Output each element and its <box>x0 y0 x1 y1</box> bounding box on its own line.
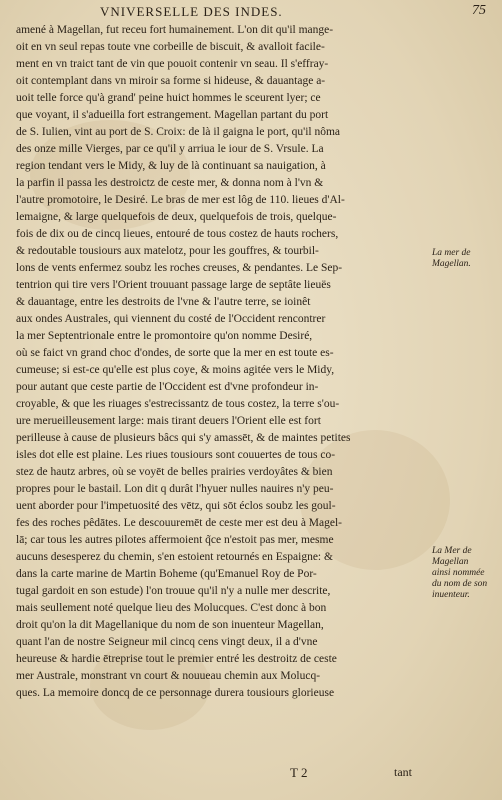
text-line: aucuns desesperez du chemin, s'en estoient retournés en Espaigne: & <box>16 551 333 563</box>
text-line: que voyant, il s'adueilla fort estrangement. Magellan partant du port <box>16 109 329 121</box>
text-line: la mer Septentrionale entre le promontoire qu'on nomme Desiré, <box>16 330 313 342</box>
text-line: & dauantage, entre les destroits de l'vne & l'autre terre, se ioinêt <box>16 296 311 308</box>
text-line: amené à Magellan, fut receu fort humainement. L'on dit qu'il mange- <box>16 24 334 36</box>
text-line: quant l'an de nostre Seigneur mil cincq cens vingt deux, il a d'vne <box>16 636 318 648</box>
margin-note-line: inuenteur. <box>432 590 470 600</box>
page-header <box>0 4 502 22</box>
text-line: la parfin il passa les destroictz de ceste mer, & donna nom à l'vn & <box>16 177 324 189</box>
margin-note-line: ainsi nommée <box>432 568 485 578</box>
text-line: aux ondes Australes, qui viennent du costé de l'Occident rencontrer <box>16 313 326 325</box>
text-line: lā; car tous les autres pilotes affermoient q̃ce n'estoit pas mer, mesme <box>16 534 334 546</box>
text-line: perilleuse à cause de plusieurs bâcs qui s'y amassēt, & de maintes petites <box>16 432 351 444</box>
margin-note-line: du nom de son <box>432 579 488 589</box>
margin-note-line: Magellan <box>432 557 469 567</box>
text-line: ure merueilleusement large: mais tirant deuers l'Orient elle est fort <box>16 415 321 427</box>
text-line: pour autant que ceste partie de l'Occident est d'vne profondeur in- <box>16 381 319 393</box>
text-line: & redoutable tousiours aux matelotz, pour les gouffres, & tourbil- <box>16 245 319 257</box>
text-line: uent aborder pour l'impetuosité des vētz, qui sōt éclos soubz les goul- <box>16 500 336 512</box>
text-line: ment en vn traict tant de vin que pouoit contenir vn seau. Il s'effray- <box>16 58 329 70</box>
text-line: droit qu'on la dit Magellanique du nom de son inuenteur Magellan, <box>16 619 324 631</box>
text-line: croyable, & que les riuages s'estrecissantz de tous costez, la terre s'ou- <box>16 398 340 410</box>
text-line: de S. Iulien, vint au port de S. Croix: de là il gaigna le port, qu'il nôma <box>16 126 341 138</box>
text-line: uoit telle force qu'à grand' peine huict hommes le sceurent lyer; ce <box>16 92 321 104</box>
text-line: region tendant vers le Midy, & luy de là continuant sa nauigation, à <box>16 160 326 172</box>
text-line: mais seullement noté quelque lieu des Molucques. C'est donc à bon <box>16 602 327 614</box>
page-number: 75 <box>472 3 486 18</box>
text-line: stez de hautz arbres, où se voyēt de belles prairies verdoyâtes & bien <box>16 466 333 478</box>
text-line: lons de vents enfermez soubz les roches creuses, & pendantes. Le Sep- <box>16 262 343 274</box>
running-title: VNIVERSELLE DES INDES. <box>100 4 283 19</box>
margin-note-2 <box>432 546 502 601</box>
text-line: des onze mille Vierges, par ce qu'il y arriua le iour de S. Vrsule. La <box>16 143 324 155</box>
catchword: tant <box>394 765 412 779</box>
text-line: oit en vn seul repas toute vne corbeille de biscuit, & avalloit facile- <box>16 41 325 53</box>
margin-note-line: La Mer de <box>432 546 472 556</box>
body-text <box>16 22 426 702</box>
text-line: fes des roches pêdātes. Le descouuremēt de ceste mer est deu à Magel- <box>16 517 343 529</box>
text-line: propres pour le bastail. Lon dit q durât l'hyuer nulles nauires n'y peu- <box>16 483 334 495</box>
text-line: tentrion qui tire vers l'Orient trouuant passage large de septâte lieuës <box>16 279 331 291</box>
text-line: dans la carte marine de Martin Boheme (qu'Emanuel Roy de Por- <box>16 568 317 580</box>
text-line: où se faict vn grand choc d'ondes, de sorte que la mer en est toute es- <box>16 347 334 359</box>
text-line: lemaigne, & large quelquefois de deux, quelquefois de trois, quelque- <box>16 211 337 223</box>
text-line: heureuse & hardie ētreprise tout le premier entré les destroitz de ceste <box>16 653 337 665</box>
text-line: isles dot elle est plaine. Les riues tousiours sont couuertes de tous co- <box>16 449 336 461</box>
text-line: tugal gardoit en son estude) l'on trouue qu'il n'y a nulle mer descrite, <box>16 585 331 597</box>
text-line: mer Australe, monstrant vn court & nouueau chemin aux Molucq- <box>16 670 321 682</box>
margin-note-line: La mer de <box>432 248 471 258</box>
signature-mark: T 2 <box>290 765 308 780</box>
text-line: fois de dix ou de cincq lieues, entouré de tous costez de hauts rochers, <box>16 228 339 240</box>
text-line: ques. La memoire doncq de ce personnage durera tousiours glorieuse <box>16 687 335 699</box>
margin-note-1 <box>432 248 502 270</box>
text-line: oit contemplant dans vn miroir sa forme si hideuse, & dauantage a- <box>16 75 326 87</box>
text-line: cumeuse; si est-ce qu'elle est plus coye, & moins agitée vers le Midy, <box>16 364 335 376</box>
page-footer <box>0 765 502 785</box>
text-line: l'autre promotoire, le Desiré. Le bras de mer est lôg de 110. lieues d'Al- <box>16 194 345 206</box>
margin-note-line: Magellan. <box>432 259 471 269</box>
